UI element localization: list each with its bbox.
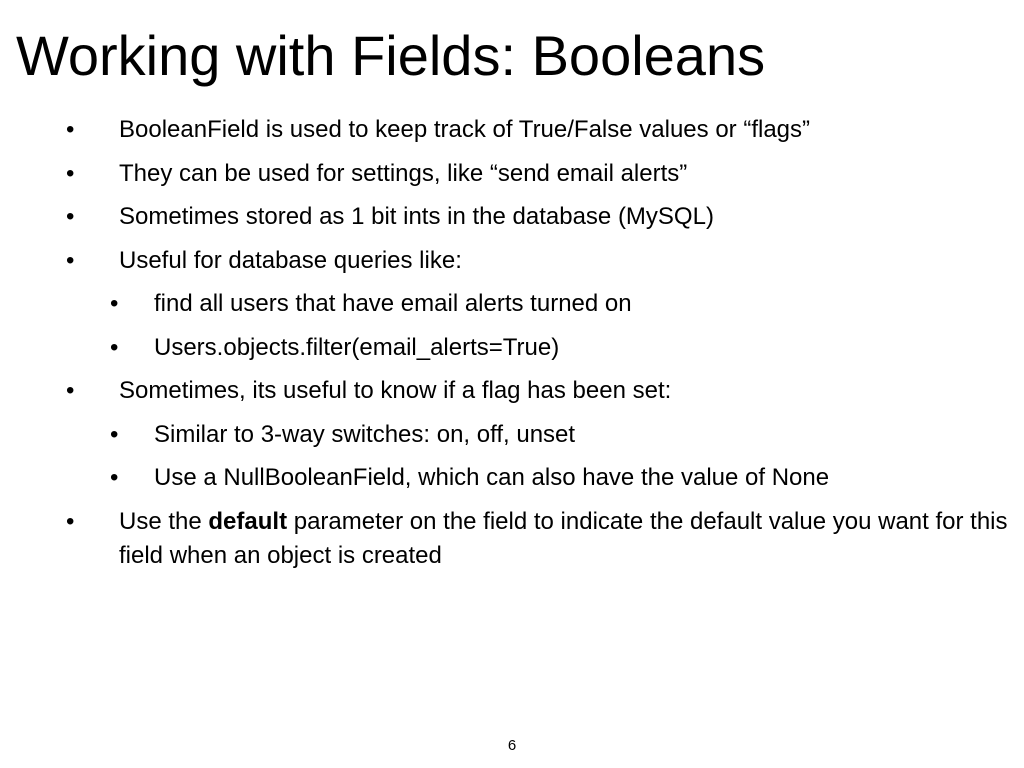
bullet-dot-icon: •	[110, 290, 119, 317]
bullet-text	[119, 508, 1008, 569]
bullet-list	[0, 113, 1024, 582]
page-number: 6	[507, 737, 517, 754]
bullet-dot-icon: •	[110, 420, 119, 448]
default-keyword: default	[208, 507, 288, 535]
bullet-text: Users.objects.filter(email_alerts=True)	[154, 333, 560, 361]
sub-bullet-item	[0, 418, 1024, 452]
bullet-text: find all users that have email alerts turned on	[154, 290, 632, 317]
bullet-text: Sometimes stored as 1 bit ints in the database (MySQL)	[119, 203, 714, 230]
bullet-item	[0, 113, 1024, 147]
bullet-dot-icon: •	[66, 246, 75, 274]
bullet-text-prefix: Use the	[119, 507, 209, 535]
bullet-item	[0, 374, 1024, 408]
bullet-dot-icon: •	[66, 203, 75, 230]
bullet-text: Useful for database queries like:	[119, 246, 462, 274]
sub-bullet-item	[0, 461, 1024, 495]
bullet-text: Sometimes, its useful to know if a flag has been set:	[119, 377, 672, 404]
bullet-text: BooleanField is used to keep track of True/False values or “flags”	[119, 116, 811, 143]
sub-bullet-item	[0, 287, 1024, 321]
bullet-dot-icon: •	[110, 464, 119, 491]
bullet-dot-icon: •	[66, 116, 75, 143]
bullet-text: Use a NullBooleanField, which can also have the value of None	[154, 464, 830, 491]
bullet-text: Similar to 3-way switches: on, off, unset	[154, 420, 576, 448]
bullet-item	[0, 157, 1024, 191]
bullet-dot-icon: •	[110, 333, 119, 361]
bullet-dot-icon: •	[66, 377, 75, 404]
bullet-item	[0, 200, 1024, 234]
bullet-text-suffix: parameter on the field to indicate the default value you want for this field when an object is created	[119, 507, 1008, 569]
bullet-item	[0, 244, 1024, 278]
sub-bullet-item	[0, 331, 1024, 365]
bullet-dot-icon: •	[66, 507, 75, 535]
bullet-dot-icon: •	[66, 159, 75, 187]
slide-title: Working with Fields: Booleans	[16, 24, 766, 87]
bullet-text: They can be used for settings, like “send email alerts”	[119, 159, 688, 187]
bullet-item	[0, 505, 1024, 573]
